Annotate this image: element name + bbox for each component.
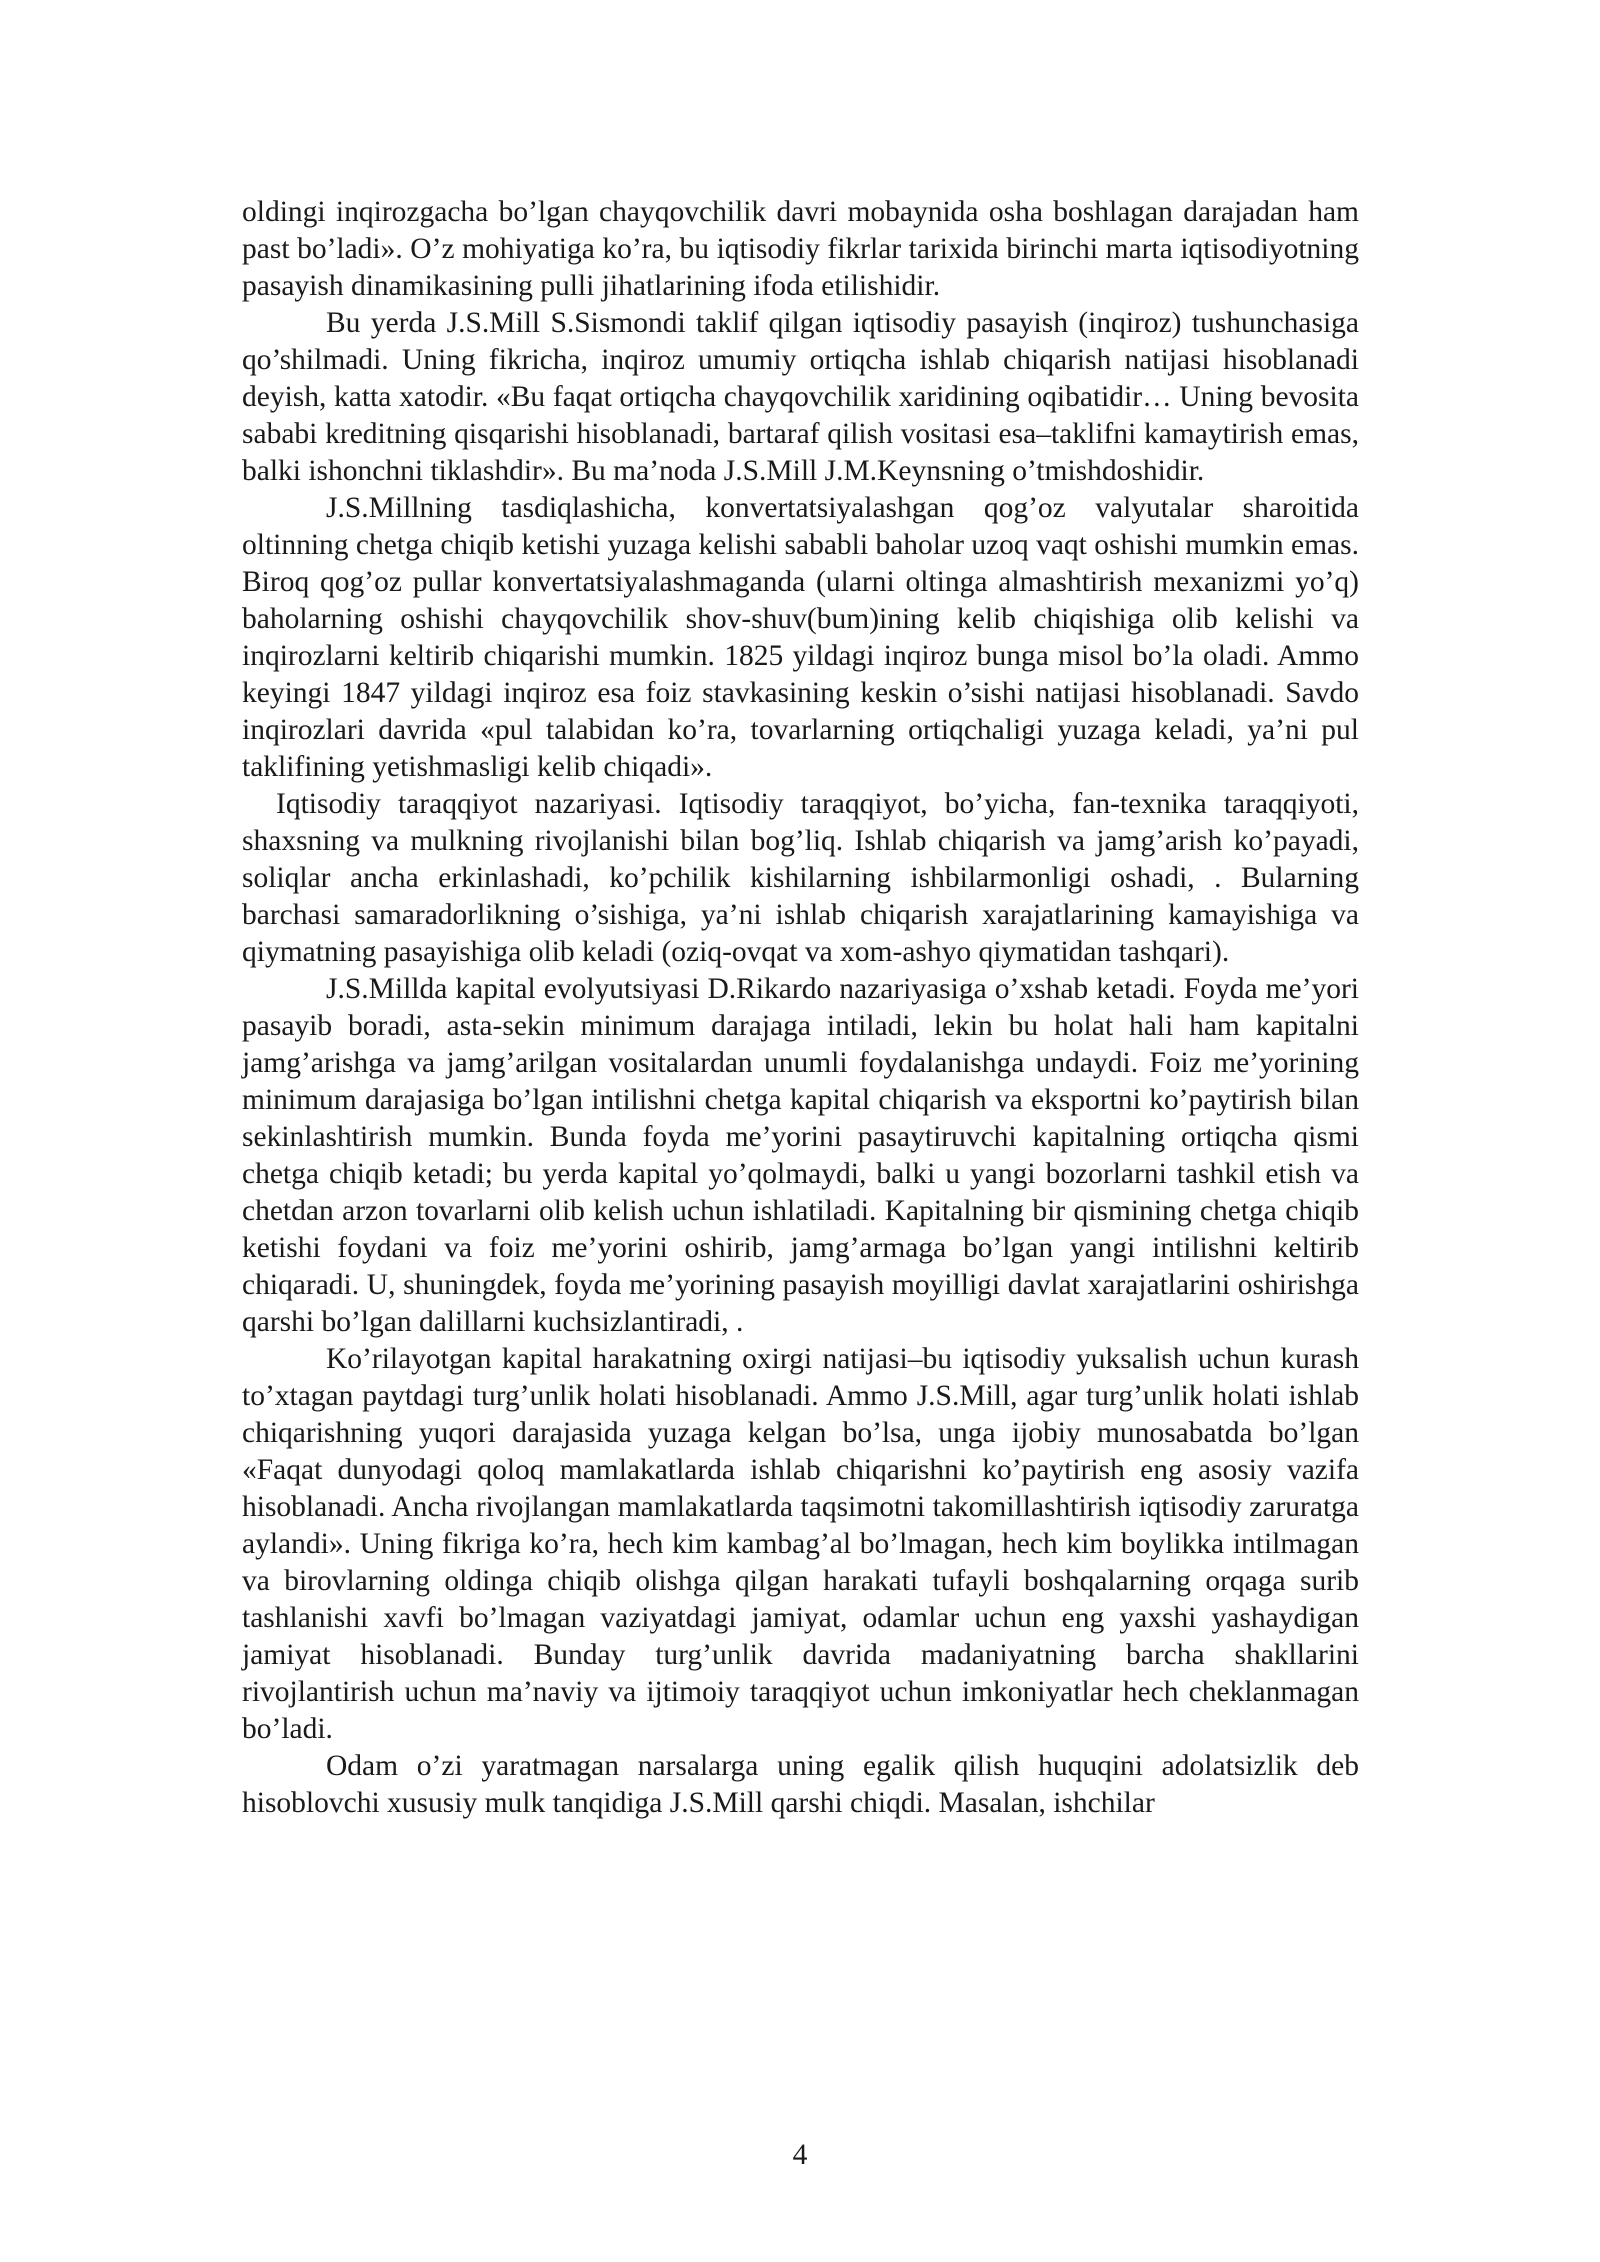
paragraph: oldingi inqirozgacha bo’lgan chayqovchilik davri mobaynida osha boshlagan darajadan ham past bo’ladi». O’z mohiyatiga ko’ra, bu iqtisodiy fikrlar tarixida birinchi marta iqtisodiyotning pasayish dinamikasining pulli jihatlarining ifoda etilishidir. bbox=[242, 196, 1359, 302]
paragraph: J.S.Millning tasdiqlashicha, konvertatsiyalashgan qog’oz valyutalar sharoitida oltinning chetga chiqib ketishi yuzaga kelishi sababli baholar uzoq vaqt oshishi mumkin emas. Biroq qog’oz pullar konvertatsiyalashmaganda (ularni oltinga almashtirish mexanizmi yo’q) baholarning oshishi chayqovchilik shov-shuv(bum)ining kelib chiqishiga olib kelishi va inqirozlarni keltirib chiqarishi mumkin. 1825 yildagi inqiroz bunga misol bo’la oladi. Ammo keyingi 1847 yildagi inqiroz esa foiz stavkasining keskin o’sishi natijasi hisoblanadi. Savdo inqirozlari davrida «pul talabidan ko’ra, tovarlarning ortiqchaligi yuzaga keladi, ya’ni pul taklifining yetishmasligi kelib chiqadi». bbox=[242, 492, 1359, 783]
paragraph: Ko’rilayotgan kapital harakatning oxirgi natijasi–bu iqtisodiy yuksalish uchun kurash to’xtagan paytdagi turg’unlik holati hisoblanadi. Ammo J.S.Mill, agar turg’unlik holati ishlab chiqarishning yuqori darajasida yuzaga kelgan bo’lsa, unga ijobiy munosabatda bo’lgan «Faqat dunyodagi qoloq mamlakatlarda ishlab chiqarishni ko’paytirish eng asosiy vazifa hisoblanadi. Ancha rivojlangan mamlakatlarda taqsimotni takomillashtirish iqtisodiy zaruratga aylandi». Uning fikriga ko’ra, hech kim kambag’al bo’lmagan, hech kim boylikka intilmagan va birovlarning oldinga chiqib olishga qilgan harakati tufayli boshqalarning orqaga surib tashlanishi xavfi bo’lmagan vaziyatdagi jamiyat, odamlar uchun eng yaxshi yashaydigan jamiyat hisoblanadi. Bunday turg’unlik davrida madaniyatning barcha shakllarini rivojlantirish uchun ma’naviy va ijtimoiy taraqqiyot uchun imkoniyatlar hech cheklanmagan bo’ladi. bbox=[242, 1343, 1359, 1745]
paragraph: Bu yerda J.S.Mill S.Sismondi taklif qilgan iqtisodiy pasayish (inqiroz) tushunchasiga qo’shilmadi. Uning fikricha, inqiroz umumiy ortiqcha ishlab chiqarish natijasi hisoblanadi deyish, katta xatodir. «Bu faqat ortiqcha chayqovchilik xaridining oqibatidir… Uning bevosita sababi kreditning qisqarishi hisoblanadi, bartaraf qilish vositasi esa–taklifni kamaytirish emas, balki ishonchni tiklashdir». Bu ma’noda J.S.Mill J.M.Keynsning o’tmishdoshidir. bbox=[242, 307, 1359, 487]
page-number: 4 bbox=[792, 2139, 808, 2171]
body-text bbox=[242, 194, 1359, 1822]
section-paragraph: Iqtisodiy taraqqiyot nazariyasi. Iqtisodiy taraqqiyot, bo’yicha, fan-texnika taraqqiyoti, shaxsning va mulkning rivojlanishi bilan bog’liq. Ishlab chiqarish va jamg’arish ko’payadi, soliqlar ancha erkinlashadi, ko’pchilik kishilarning ishbilarmonligi oshadi, . Bularning barchasi samaradorlikning o’sishiga, ya’ni ishlab chiqarish xarajatlarining kamayishiga va qiymatning pasayishiga olib keladi (oziq-ovqat va xom-ashyo qiymatidan tashqari). bbox=[242, 788, 1359, 968]
paragraph: Odam o’zi yaratmagan narsalarga uning egalik qilish huquqini adolatsizlik deb hisoblovchi xususiy mulk tanqidiga J.S.Mill qarshi chiqdi. Masalan, ishchilar bbox=[242, 1750, 1359, 1819]
paragraph: J.S.Millda kapital evolyutsiyasi D.Rikardo nazariyasiga o’xshab ketadi. Foyda me’yori pasayib boradi, asta-sekin minimum darajaga intiladi, lekin bu holat hali ham kapitalni jamg’arishga va jamg’arilgan vositalardan unumli foydalanishga undaydi. Foiz me’yorining minimum darajasiga bo’lgan intilishni chetga kapital chiqarish va eksportni ko’paytirish bilan sekinlashtirish mumkin. Bunda foyda me’yorini pasaytiruvchi kapitalning ortiqcha qismi chetga chiqib ketadi; bu yerda kapital yo’qolmaydi, balki u yangi bozorlarni tashkil etish va chetdan arzon tovarlarni olib kelish uchun ishlatiladi. Kapitalning bir qismining chetga chiqib ketishi foydani va foiz me’yorini oshirib, jamg’armaga bo’lgan yangi intilishni keltirib chiqaradi. U, shuningdek, foyda me’yorining pasayish moyilligi davlat xarajatlarini oshirishga qarshi bo’lgan dalillarni kuchsizlantiradi, . bbox=[242, 973, 1359, 1338]
